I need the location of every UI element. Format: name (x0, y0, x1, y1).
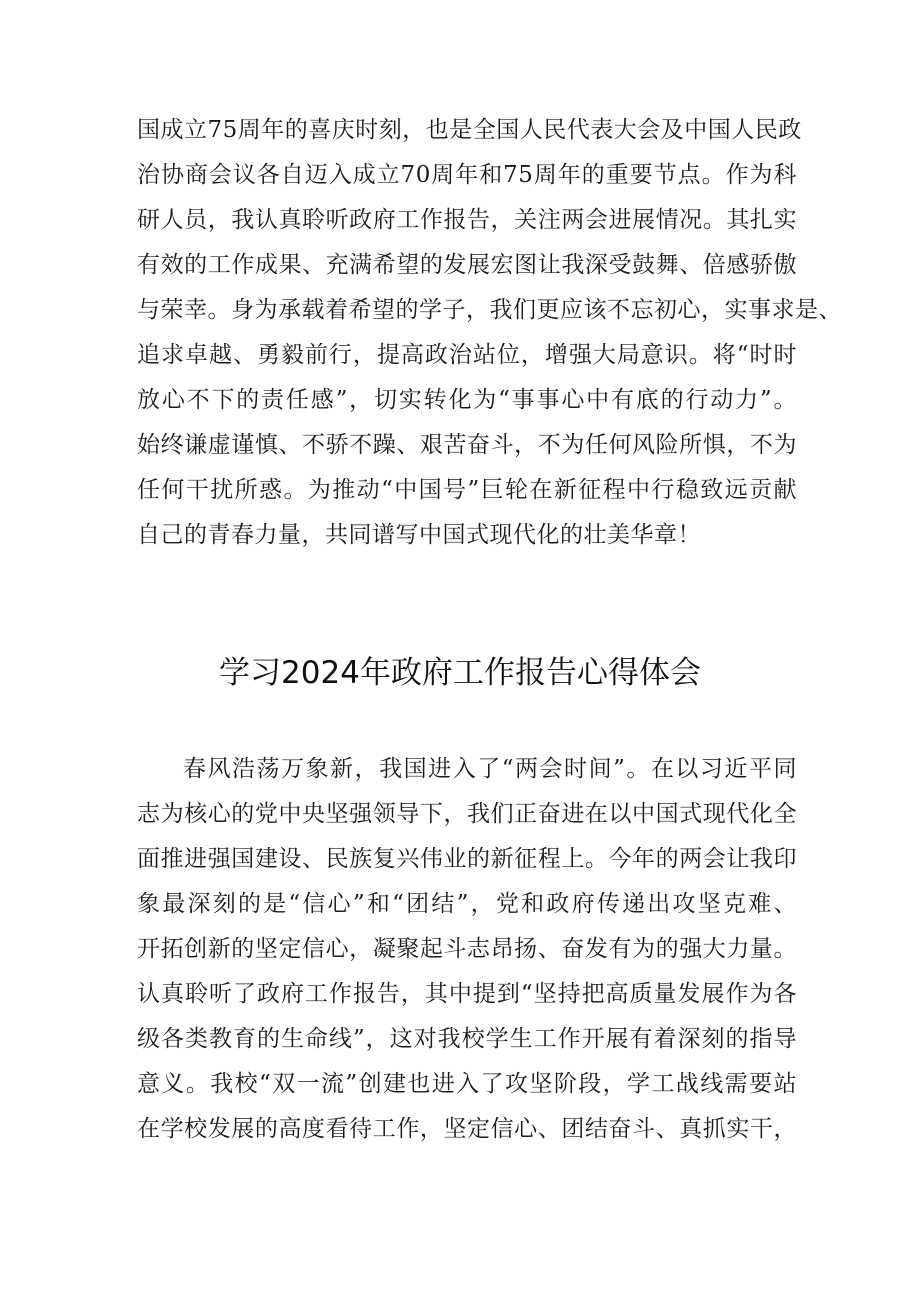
text-line: 春风浩荡万象新，我国进入了“两会时间”。在以习近平同 (183, 756, 797, 782)
text-line: 放心不下的责任感”，切实转化为“事事心中有底的行动力”。 (137, 387, 797, 413)
text-line: 意义。我校“双一流”创建也进入了攻坚阶段，学工战线需要站 (137, 1071, 797, 1097)
text-line: 研人员，我认真聆听政府工作报告，关注两会进展情况。其扎实 (137, 207, 797, 233)
text-line: 认真聆听了政府工作报告，其中提到“坚持把高质量发展作为各 (137, 981, 797, 1007)
text-line: 任何干扰所惑。为推动“中国号”巨轮在新征程中行稳致远贡献 (137, 477, 797, 503)
text-line: 面推进强国建设、民族复兴伟业的新征程上。今年的两会让我印 (137, 846, 797, 872)
text-line: 与荣幸。身为承载着希望的学子，我们更应该不忘初心，实事求是、 (137, 297, 842, 323)
text-line: 级各类教育的生命线”，这对我校学生工作开展有着深刻的指导 (137, 1026, 797, 1052)
text-line: 追求卓越、勇毅前行，提高政治站位，增强大局意识。将“时时 (137, 342, 797, 368)
text-line: 自己的青春力量，共同谱写中国式现代化的壮美华章！ (137, 522, 701, 548)
paragraph-continued (137, 108, 842, 558)
text-line: 始终谦虚谨慎、不骄不躁、艰苦奋斗，不为任何风险所惧，不为 (137, 432, 797, 458)
text-line: 志为核心的党中央坚强领导下，我们正奋进在以中国式现代化全 (137, 801, 797, 827)
text-line: 在学校发展的高度看待工作，坚定信心、团结奋斗、真抓实干， (137, 1116, 797, 1142)
text-line: 治协商会议各自迈入成立70周年和75周年的重要节点。作为科 (137, 162, 797, 188)
text-line: 开拓创新的坚定信心，凝聚起斗志昂扬、奋发有为的强大力量。 (137, 936, 797, 962)
paragraph-body (137, 747, 797, 1152)
section-title: 学习2024年政府工作报告心得体会 (219, 655, 701, 691)
text-line: 象最深刻的是“信心”和“团结”，党和政府传递出攻坚克难、 (137, 891, 797, 917)
text-line: 有效的工作成果、充满希望的发展宏图让我深受鼓舞、倍感骄傲 (137, 252, 797, 278)
text-line: 国成立75周年的喜庆时刻，也是全国人民代表大会及中国人民政 (137, 117, 802, 143)
